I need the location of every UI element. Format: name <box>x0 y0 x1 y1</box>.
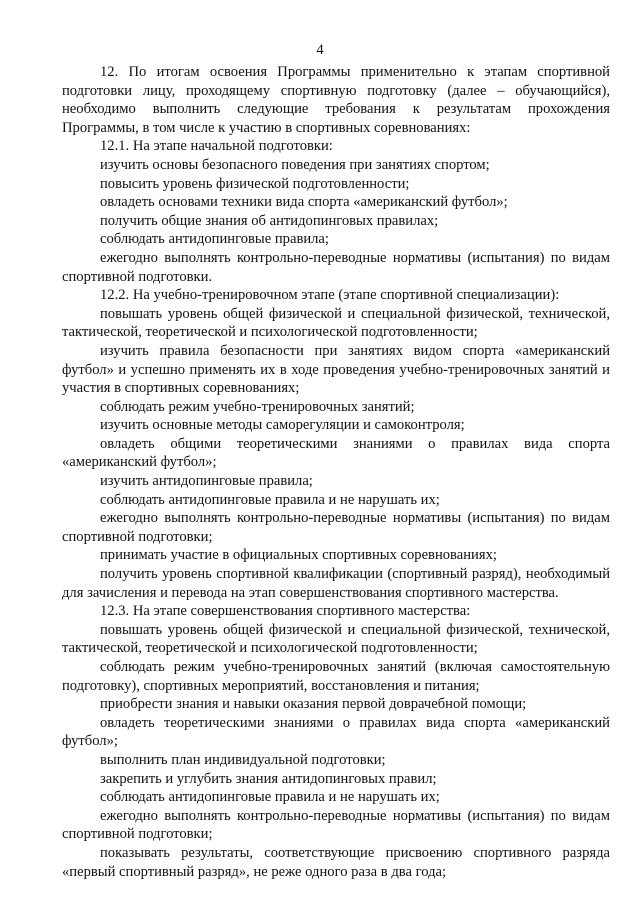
list-item: изучить правила безопасности при занятиях видом спорта «американский футбол» и успешно применять их в ходе проведения учебно-тренировочных занятий и участия в спортивных соревнованиях; <box>62 342 610 397</box>
list-item: соблюдать режим учебно-тренировочных занятий; <box>100 398 415 415</box>
list-item: соблюдать антидопинговые правила; <box>100 231 329 248</box>
list-item: ежегодно выполнять контрольно-переводные нормативы (испытания) по видам спортивной подготовки; <box>62 510 610 545</box>
section-heading-12-2: 12.2. На учебно-тренировочном этапе (этапе спортивной специализации): <box>100 287 560 304</box>
list-item: соблюдать антидопинговые правила и не нарушать их; <box>100 491 440 508</box>
document-body <box>62 63 610 881</box>
list-item: изучить основы безопасного поведения при занятиях спортом; <box>100 156 490 173</box>
list-item: показывать результаты, соответствующие присвоению спортивного разряда «первый спортивный разряд», не реже одного раза в два года; <box>62 844 610 880</box>
list-item: приобрести знания и навыки оказания первой доврачебной помощи; <box>100 696 527 713</box>
list-item: изучить антидопинговые правила; <box>100 473 313 490</box>
list-item: изучить основные методы саморегуляции и самоконтроля; <box>100 417 465 434</box>
list-item: повышать уровень общей физической и специальной физической, технической, тактической, теоретической и психологической подготовленности; <box>62 305 610 341</box>
list-item: получить уровень спортивной квалификации (спортивный разряд), необходимый для зачисления и перевода на этап совершенствования спортивного мастерства. <box>62 566 610 601</box>
list-item: повысить уровень физической подготовленности; <box>100 175 410 192</box>
list-item: соблюдать антидопинговые правила и не нарушать их; <box>100 789 440 806</box>
list-item: ежегодно выполнять контрольно-переводные нормативы (испытания) по видам спортивной подготовки. <box>62 249 610 285</box>
list-item: овладеть теоретическими знаниями о правилах вида спорта «американский футбол»; <box>62 714 610 750</box>
list-item: закрепить и углубить знания антидопинговых правил; <box>100 770 437 787</box>
paragraph: 12. По итогам освоения Программы применительно к этапам спортивной подготовки лицу, проходящему спортивную подготовку (далее – обучающийся), необходимо выполнить следующие требования к результатам прохождения Программы, в том числе к участию в спортивных соревнованиях: <box>62 64 610 136</box>
list-item: овладеть основами техники вида спорта «американский футбол»; <box>100 194 508 211</box>
list-item: ежегодно выполнять контрольно-переводные нормативы (испытания) по видам спортивной подготовки; <box>62 807 610 843</box>
list-item: соблюдать режим учебно-тренировочных занятий (включая самостоятельную подготовку), спортивных мероприятий, восстановления и питания; <box>62 659 610 694</box>
section-heading-12-1: 12.1. На этапе начальной подготовки: <box>100 138 333 155</box>
list-item: принимать участие в официальных спортивных соревнованиях; <box>100 547 497 564</box>
page-number: 4 <box>316 42 324 58</box>
list-item: выполнить план индивидуальной подготовки; <box>100 751 386 768</box>
list-item: получить общие знания об антидопинговых правилах; <box>100 212 439 229</box>
section-heading-12-3: 12.3. На этапе совершенствования спортивного мастерства: <box>100 603 471 620</box>
list-item: повышать уровень общей физической и специальной физической, технической, тактической, теоретической и психологической подготовленности; <box>62 621 610 657</box>
list-item: овладеть общими теоретическими знаниями о правилах вида спорта «американский футбол»; <box>62 435 610 471</box>
